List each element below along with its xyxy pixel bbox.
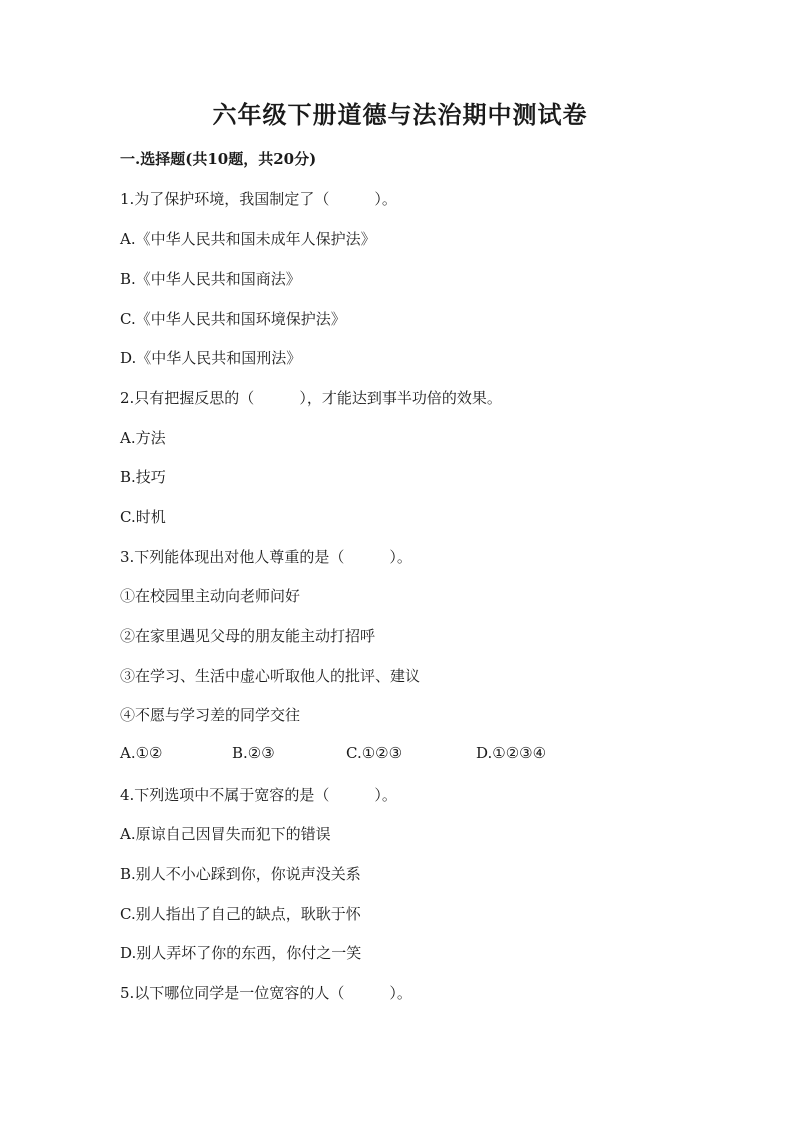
- q1-option-d: D.《中华人民共和国刑法》: [120, 349, 302, 367]
- question-3: 3.下列能体现出对他人尊重的是（ ）。: [120, 548, 412, 566]
- q4-option-b: B.别人不小心踩到你，你说声没关系: [120, 865, 361, 883]
- question-4: 4.下列选项中不属于宽容的是（ ）。: [120, 786, 397, 804]
- page-title: 六年级下册道德与法治期中测试卷: [212, 100, 588, 129]
- q3-option-a: A.①②: [120, 744, 163, 762]
- q3-statement-3: ③在学习、生活中虚心听取他人的批评、建议: [120, 667, 421, 685]
- q3-statement-4: ④不愿与学习差的同学交往: [120, 706, 301, 724]
- q2-option-b: B.技巧: [120, 468, 166, 486]
- q3-statement-2: ②在家里遇见父母的朋友能主动打招呼: [120, 627, 376, 645]
- q3-option-d: D.①②③④: [476, 744, 547, 762]
- q2-option-c: C.时机: [120, 508, 166, 526]
- q1-option-b: B.《中华人民共和国商法》: [120, 270, 301, 288]
- q3-option-c: C.①②③: [346, 744, 403, 762]
- question-5: 5.以下哪位同学是一位宽容的人（ ）。: [120, 984, 412, 1002]
- q2-option-a: A.方法: [120, 429, 166, 447]
- q4-option-c: C.别人指出了自己的缺点，耿耿于怀: [120, 905, 361, 923]
- q1-option-c: C.《中华人民共和国环境保护法》: [120, 310, 346, 328]
- q1-option-a: A.《中华人民共和国未成年人保护法》: [120, 230, 376, 248]
- q4-option-d: D.别人弄坏了你的东西，你付之一笑: [120, 944, 362, 962]
- q4-option-a: A.原谅自己因冒失而犯下的错误: [120, 825, 331, 843]
- question-1: 1.为了保护环境，我国制定了（ ）。: [120, 190, 397, 208]
- question-2: 2.只有把握反思的（ ），才能达到事半功倍的效果。: [120, 389, 502, 407]
- section-heading: 一.选择题(共10题，共20分): [120, 150, 317, 168]
- q3-statement-1: ①在校园里主动向老师问好: [120, 587, 301, 605]
- q3-option-b: B.②③: [232, 744, 275, 762]
